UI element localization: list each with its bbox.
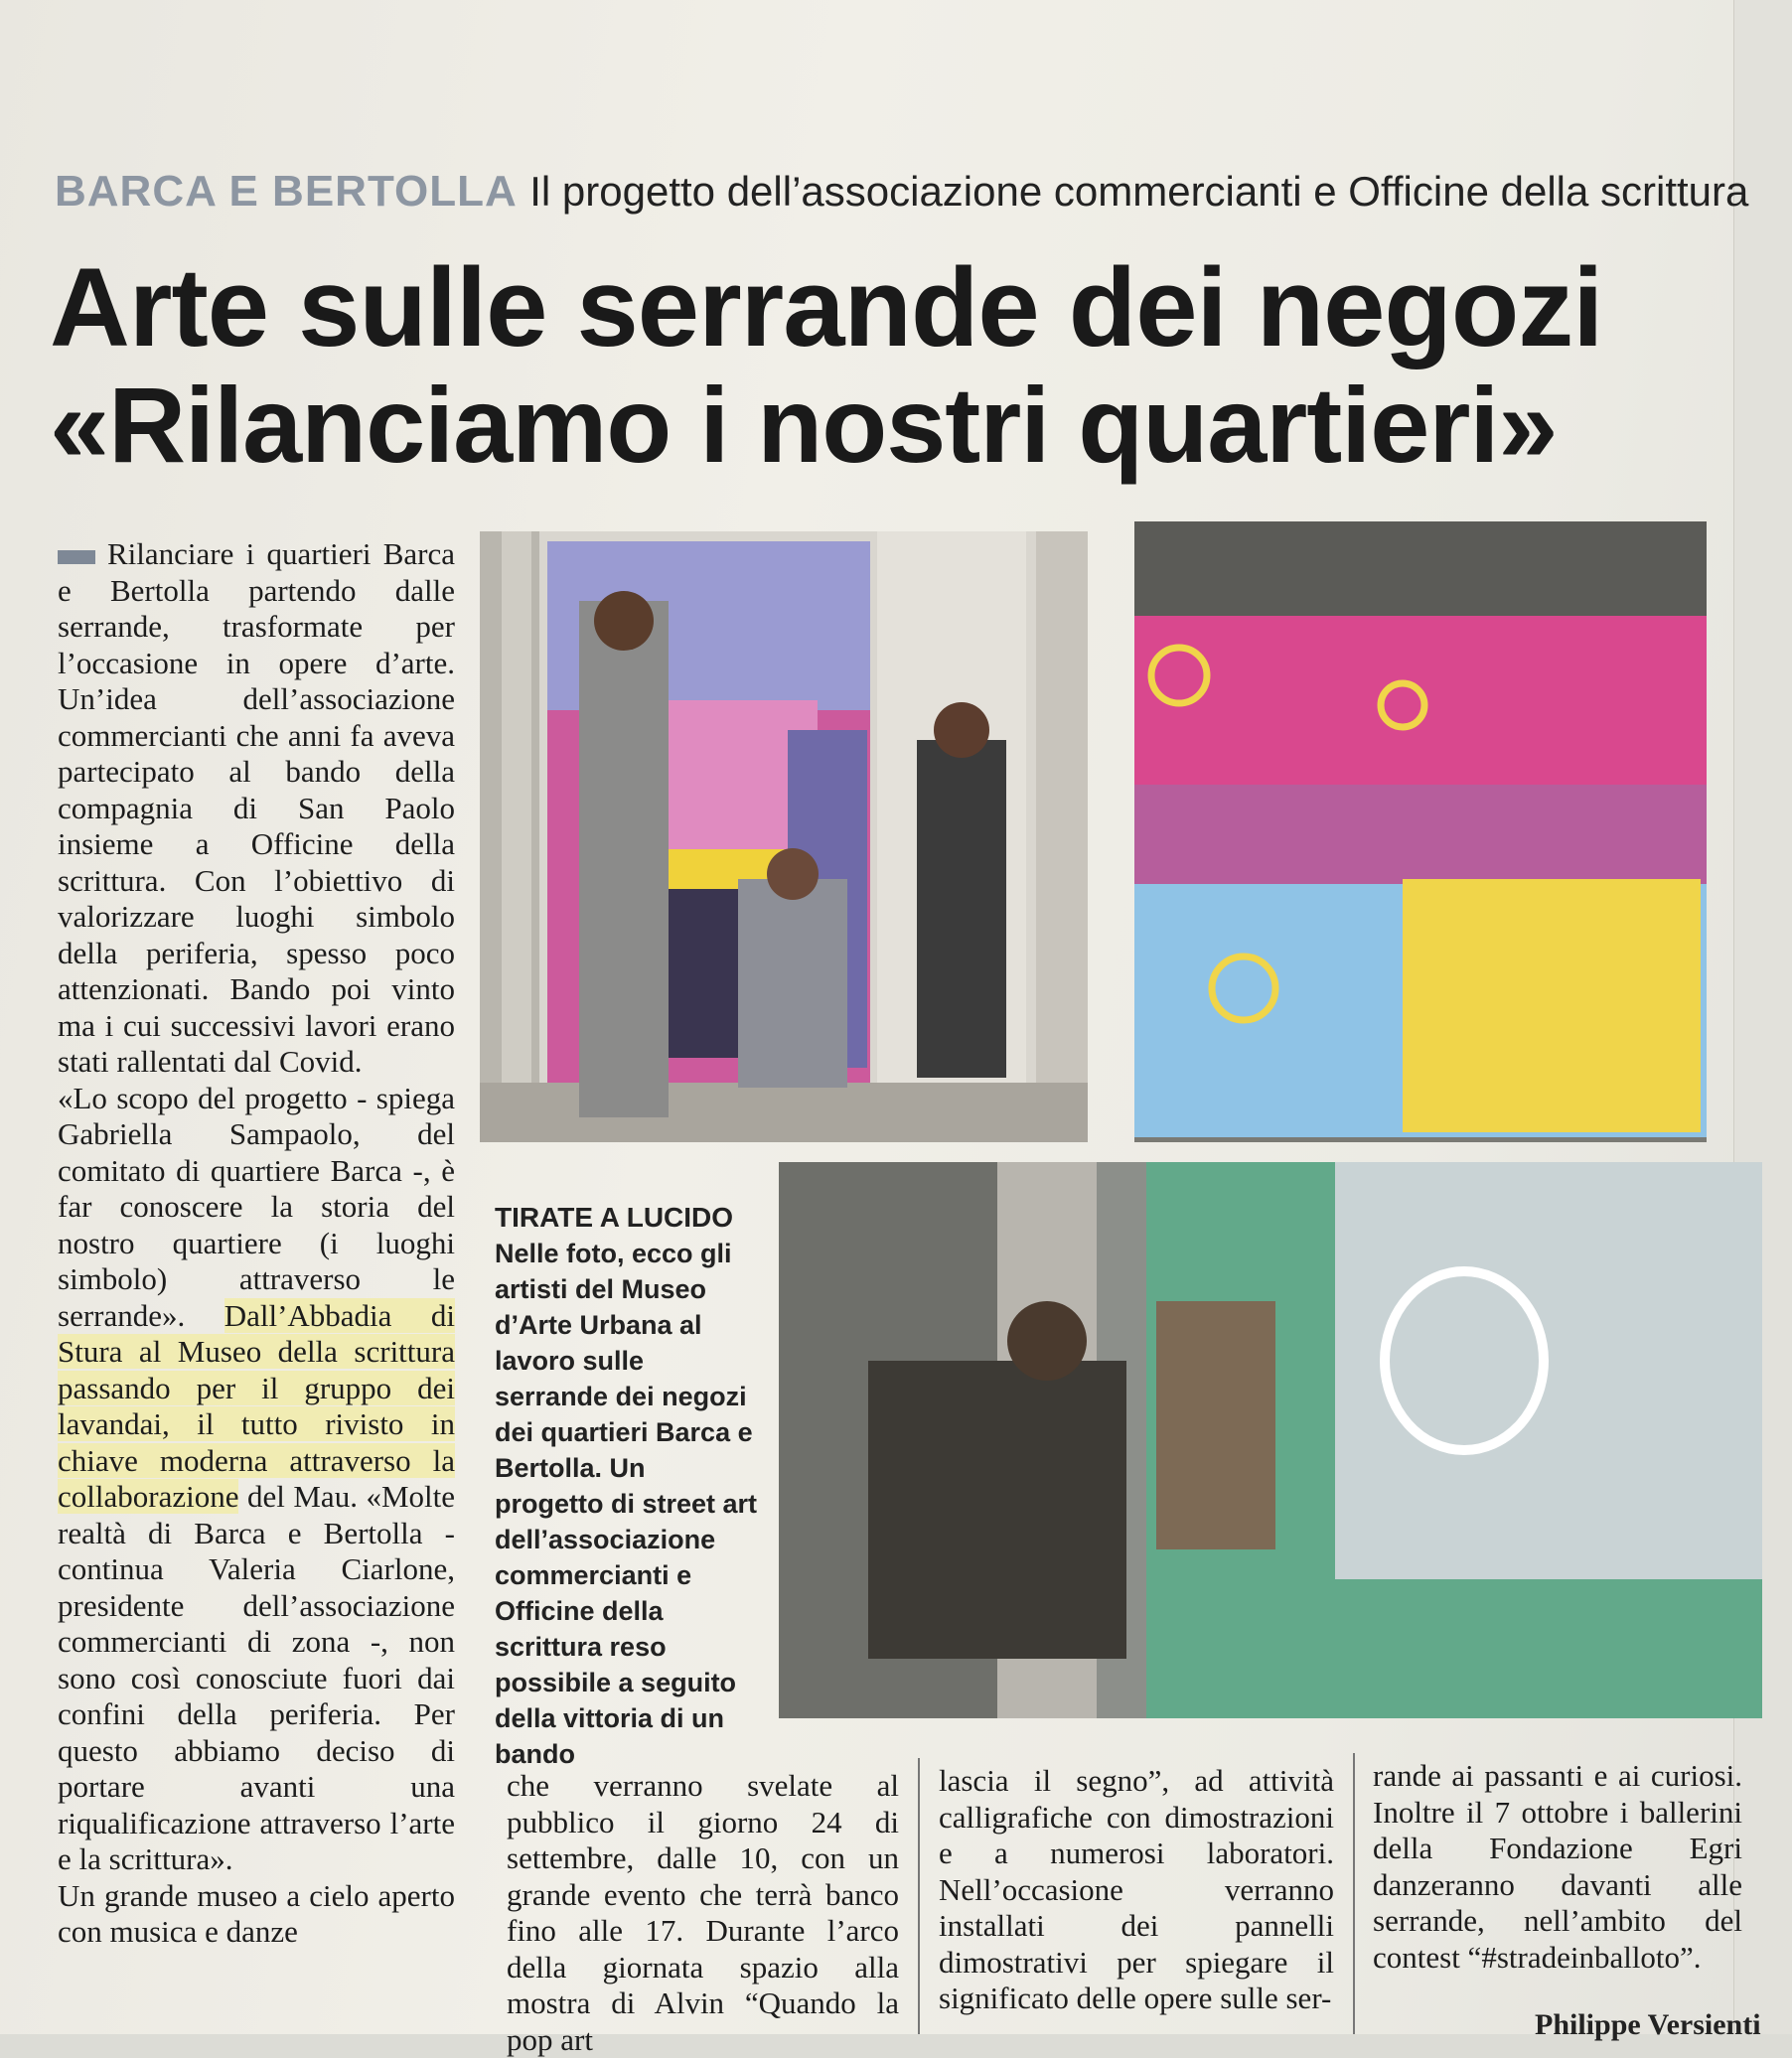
kicker-line (55, 167, 1748, 217)
photo-artists-shutter (480, 531, 1088, 1142)
column-divider (1353, 1753, 1355, 2034)
author-byline: Philippe Versienti (1535, 2008, 1761, 2041)
article-column-1 (58, 536, 455, 1951)
paragraph-marker (58, 550, 95, 564)
caption-title: TIRATE A LUCIDO (495, 1202, 734, 1233)
headline-line-2: «Rilanciamo i nostri quartieri» (50, 365, 1558, 485)
paragraph-3: Un grande museo a cielo aperto con musica e danze (58, 1877, 455, 1949)
article-column-3: lascia il segno”, ad attività calligrafiche con dimostrazioni e a numerosi laboratori. Nell’occasione verranno installati dei pannelli dimostrativi per spiegare il significato delle opere sulle ser- (939, 1763, 1334, 2015)
article-column-4: rande ai passanti e ai curiosi. Inoltre il 7 ottobre i ballerini della Fondazione Egri danzeranno davanti alle serrande, nell’ambito del contest “#stradeinballoto”. (1373, 1758, 1742, 1975)
paragraph-1: Rilanciare i quartieri Barca e Bertolla partendo dalle serrande, trasformate per l’occasione in opere d’arte. Un’idea dell’associazione commercianti che anni fa aveva partecipato al bando della compagnia di San Paolo insieme a Officine della scrittura. Con l’obiettivo di valorizzare luoghi simbolo della periferia, spesso poco attenzionati. Bando poi vinto ma i cui successivi lavori erano stati rallentati dal Covid. (58, 536, 455, 1079)
paragraph-2b: del Mau. «Molte realtà di Barca e Bertolla - continua Valeria Ciarlone, presidente dell’associazione commercianti di zona -, non sono così conosciute fuori dai confini della periferia. Per questo abbiamo deciso di portare avanti una riqualificazione attraverso l’arte e la scrittura». (58, 1479, 455, 1876)
paragraph-2a: «Lo scopo del progetto - spiega Gabriella Sampaolo, del comitato di quartiere Barca -, è far conoscere la storia del nostro quartiere (i luoghi simbolo) attraverso le serrande». (58, 1080, 455, 1333)
caption-text: Nelle foto, ecco gli artisti del Museo d’Arte Urbana al lavoro sulle serrande dei negozi dei quartieri Barca e Bertolla. Un progetto di street art dell’associazione commercianti e Officine della scrittura reso possibile a seguito della vittoria di un bando (495, 1239, 758, 1769)
photo-caption (495, 1200, 758, 1772)
headline-line-1: Arte sulle serrande dei negozi (50, 245, 1603, 369)
adjacent-page-edge (1733, 0, 1792, 2034)
kicker-text: Il progetto dell’associazione commercianti e Officine della scrittura (529, 168, 1749, 215)
highlighted-text: Dall’Abbadia di Stura al Museo della scrittura passando per il gruppo dei lavandai, il tutto rivisto in chiave moderna attraverso la collaborazione (58, 1297, 456, 1514)
photo-painted-shutter (1134, 521, 1707, 1142)
column-divider (918, 1758, 920, 2034)
article-column-2: che verranno svelate al pubblico il giorno 24 di settembre, dalle 10, con un grande evento che terrà banco fino alle 17. Durante l’arco della giornata spazio alla mostra di Alvin “Quando la pop art (507, 1768, 899, 2057)
kicker-tag: BARCA E BERTOLLA (55, 167, 518, 216)
photo-artist-painting (779, 1162, 1762, 1718)
